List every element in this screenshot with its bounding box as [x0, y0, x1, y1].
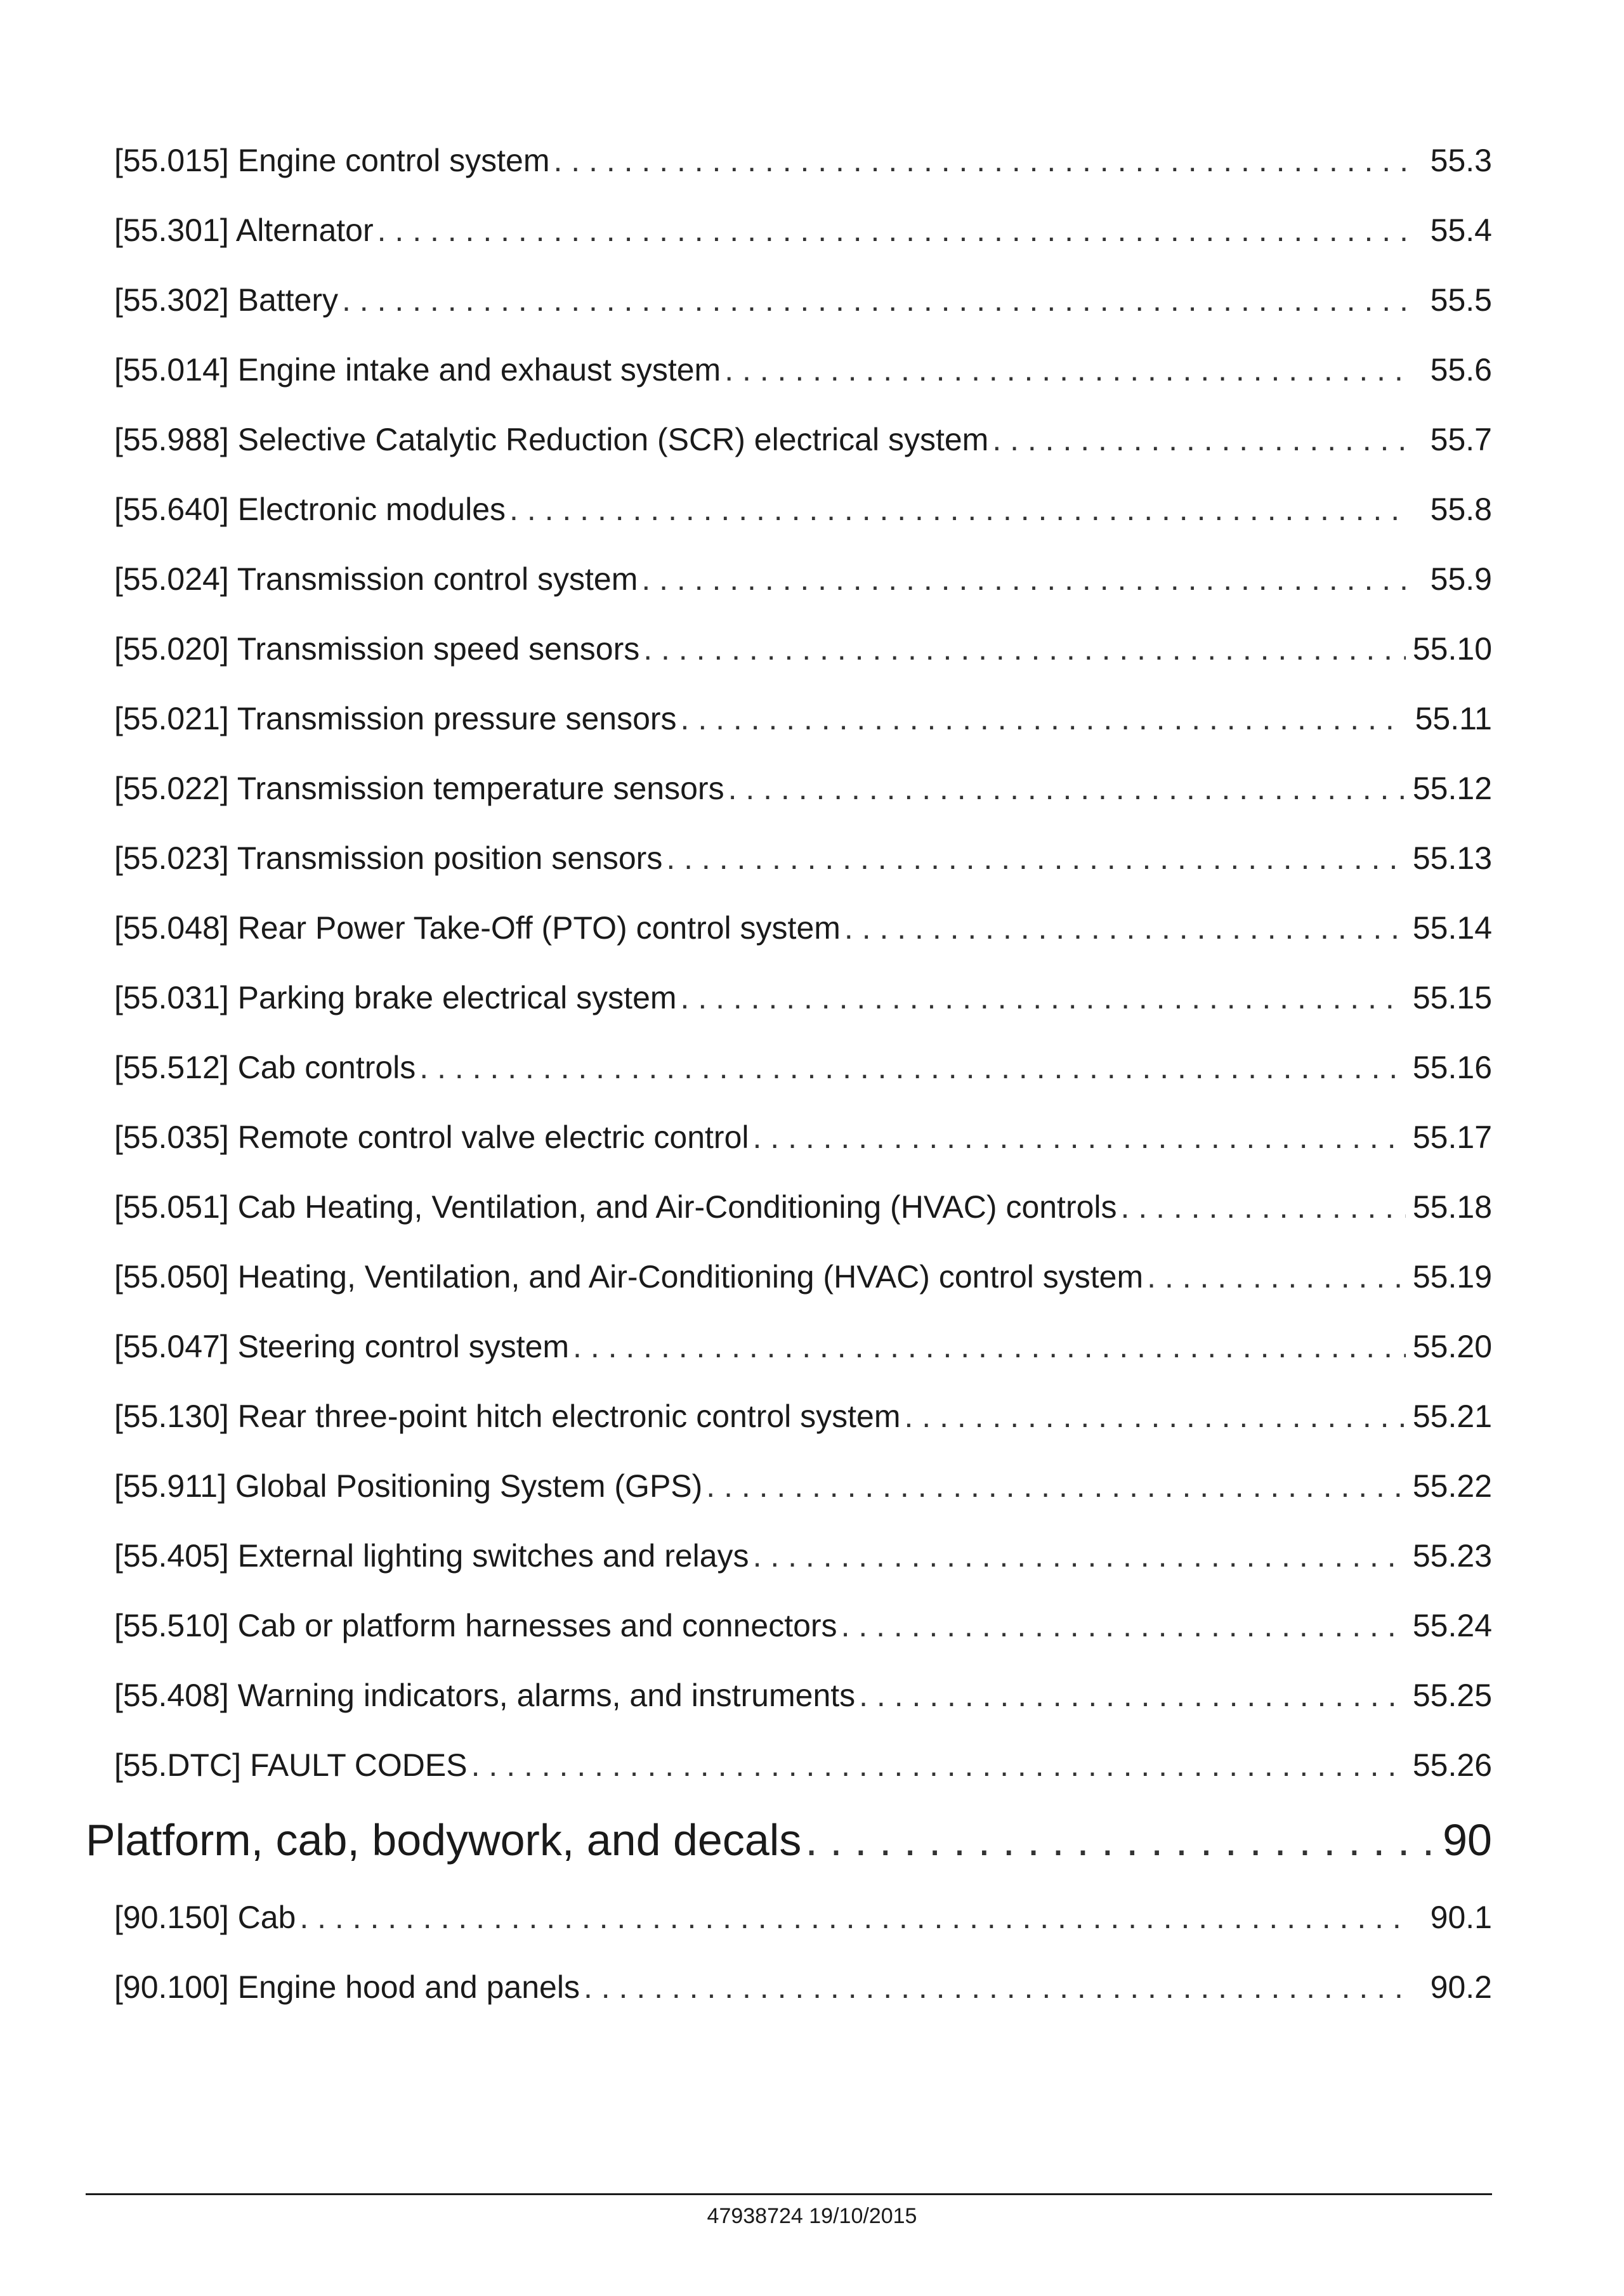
- dot-leader: [666, 836, 1406, 880]
- toc-entry[interactable]: [114, 766, 1492, 811]
- toc-entry[interactable]: [114, 1743, 1492, 1787]
- dot-leader: [554, 138, 1406, 183]
- toc-entry-page: 55.5: [1430, 282, 1492, 318]
- dot-leader: [905, 1394, 1406, 1438]
- toc-entry-label: [55.023] Transmission position sensors: [114, 840, 663, 876]
- toc-entry-page: 90.1: [1430, 1900, 1492, 1935]
- toc-entry[interactable]: [114, 278, 1492, 322]
- toc-entry-page: 55.6: [1430, 352, 1492, 388]
- toc-entry[interactable]: [114, 1965, 1492, 2009]
- toc-entry-label: [55.024] Transmission control system: [114, 561, 638, 597]
- toc-entry-page: 55.14: [1412, 910, 1492, 946]
- toc-entry-page: 55.20: [1412, 1329, 1492, 1364]
- dot-leader: [753, 1534, 1406, 1578]
- toc-entry-label: [55.510] Cab or platform harnesses and connectors: [114, 1608, 837, 1643]
- toc-entry-page: 55.23: [1412, 1538, 1492, 1574]
- toc-entry[interactable]: [114, 208, 1492, 252]
- dot-leader: [419, 1045, 1406, 1090]
- toc-entry-page: 55.24: [1412, 1608, 1492, 1643]
- dot-leader: [573, 1324, 1406, 1369]
- toc-entry-label: [55.014] Engine intake and exhaust system: [114, 352, 721, 388]
- dot-leader: [509, 487, 1406, 532]
- toc-entry-label: [55.512] Cab controls: [114, 1050, 416, 1085]
- toc-entry[interactable]: [114, 1603, 1492, 1648]
- toc-section-heading[interactable]: [86, 1811, 1492, 1869]
- toc-entry[interactable]: [114, 1324, 1492, 1369]
- toc-entry[interactable]: [114, 1534, 1492, 1578]
- toc-entry-page: 55.10: [1412, 631, 1492, 667]
- toc-entry-label: [55.031] Parking brake electrical system: [114, 980, 677, 1015]
- dot-leader: [805, 1811, 1431, 1869]
- dot-leader: [643, 627, 1406, 671]
- dot-leader: [841, 1603, 1406, 1648]
- toc-section-page: 90: [1443, 1815, 1492, 1865]
- toc-entry[interactable]: [114, 1185, 1492, 1229]
- toc-entry-label: [55.911] Global Positioning System (GPS): [114, 1468, 703, 1504]
- toc-entry-label: [55.DTC] FAULT CODES: [114, 1747, 468, 1783]
- toc-entry-label: [55.051] Cab Heating, Ventilation, and Air-Conditioning (HVAC) controls: [114, 1189, 1117, 1225]
- dot-leader: [1121, 1185, 1406, 1229]
- footer-divider: [86, 2193, 1492, 2195]
- toc-entry[interactable]: [114, 1464, 1492, 1508]
- toc-entry-page: 55.25: [1412, 1678, 1492, 1713]
- toc-entry-label: [55.015] Engine control system: [114, 143, 550, 178]
- toc-entry-label: [55.301] Alternator: [114, 212, 374, 248]
- toc-entry[interactable]: [114, 1115, 1492, 1159]
- toc-entry[interactable]: [114, 906, 1492, 950]
- dot-leader: [859, 1673, 1406, 1718]
- toc-entry-label: [55.640] Electronic modules: [114, 492, 506, 527]
- toc-entry-label: [55.408] Warning indicators, alarms, and instruments: [114, 1678, 856, 1713]
- dot-leader: [342, 278, 1406, 322]
- toc-entry[interactable]: [114, 975, 1492, 1020]
- toc-entry-label: [55.405] External lighting switches and relays: [114, 1538, 749, 1574]
- toc-entry-page: 55.7: [1430, 422, 1492, 457]
- toc-entry-label: [55.048] Rear Power Take-Off (PTO) control system: [114, 910, 841, 946]
- toc-entry-page: 55.9: [1430, 561, 1492, 597]
- toc-entry[interactable]: [114, 417, 1492, 462]
- toc-entry[interactable]: [114, 1673, 1492, 1718]
- toc-entry-page: 55.11: [1415, 701, 1492, 736]
- toc-entry[interactable]: [114, 627, 1492, 671]
- toc-entry[interactable]: [114, 557, 1492, 601]
- toc-entry-page: 90.2: [1430, 1969, 1492, 2005]
- toc-entry-page: 55.22: [1412, 1468, 1492, 1504]
- dot-leader: [706, 1464, 1406, 1508]
- toc-entry-page: 55.21: [1412, 1399, 1492, 1434]
- toc-entry-page: 55.13: [1412, 840, 1492, 876]
- toc-entry[interactable]: [114, 1394, 1492, 1438]
- toc-entry[interactable]: [114, 1045, 1492, 1090]
- toc-entry-page: 55.8: [1430, 492, 1492, 527]
- toc-entry-page: 55.26: [1412, 1747, 1492, 1783]
- toc-entry-label: [90.100] Engine hood and panels: [114, 1969, 580, 2005]
- toc-entry-page: 55.17: [1412, 1119, 1492, 1155]
- dot-leader: [724, 348, 1406, 392]
- toc-entry[interactable]: [114, 836, 1492, 880]
- toc-entry-label: [55.021] Transmission pressure sensors: [114, 701, 677, 736]
- toc-entry[interactable]: [114, 1895, 1492, 1940]
- toc-entry-page: 55.4: [1430, 212, 1492, 248]
- toc-entry-label: [55.035] Remote control valve electric control: [114, 1119, 749, 1155]
- footer-doc-id: 47938724 19/10/2015: [707, 2204, 917, 2228]
- dot-leader: [992, 417, 1406, 462]
- toc-entry-label: [55.130] Rear three-point hitch electronic control system: [114, 1399, 901, 1434]
- dot-leader: [584, 1965, 1406, 2009]
- dot-leader: [377, 208, 1406, 252]
- toc-entry-page: 55.16: [1412, 1050, 1492, 1085]
- dot-leader: [753, 1115, 1406, 1159]
- dot-leader: [728, 766, 1406, 811]
- toc-entry-page: 55.15: [1412, 980, 1492, 1015]
- toc-entry-label: [90.150] Cab: [114, 1900, 296, 1935]
- toc-entry-label: [55.302] Battery: [114, 282, 339, 318]
- toc-section-label: Platform, cab, bodywork, and decals: [86, 1815, 802, 1865]
- toc-entry[interactable]: [114, 487, 1492, 532]
- dot-leader: [299, 1895, 1406, 1940]
- dot-leader: [641, 557, 1406, 601]
- toc-entry-label: [55.050] Heating, Ventilation, and Air-Conditioning (HVAC) control system: [114, 1259, 1144, 1295]
- toc-entry-label: [55.020] Transmission speed sensors: [114, 631, 640, 667]
- dot-leader: [844, 906, 1406, 950]
- toc-entry-page: 55.19: [1412, 1259, 1492, 1295]
- toc-entry-label: [55.988] Selective Catalytic Reduction (SCR) electrical system: [114, 422, 989, 457]
- toc-entry-label: [55.047] Steering control system: [114, 1329, 570, 1364]
- toc-entry-page: 55.3: [1430, 143, 1492, 178]
- toc-entry[interactable]: [114, 1255, 1492, 1299]
- toc-entry[interactable]: [114, 348, 1492, 392]
- dot-leader: [681, 696, 1406, 741]
- toc-entry-label: [55.022] Transmission temperature sensors: [114, 771, 724, 806]
- toc-entry[interactable]: [114, 696, 1492, 741]
- dot-leader: [681, 975, 1406, 1020]
- dot-leader: [1147, 1255, 1406, 1299]
- toc-entry-page: 55.12: [1412, 771, 1492, 806]
- dot-leader: [471, 1743, 1406, 1787]
- toc-entry[interactable]: [114, 138, 1492, 183]
- toc-entry-page: 55.18: [1412, 1189, 1492, 1225]
